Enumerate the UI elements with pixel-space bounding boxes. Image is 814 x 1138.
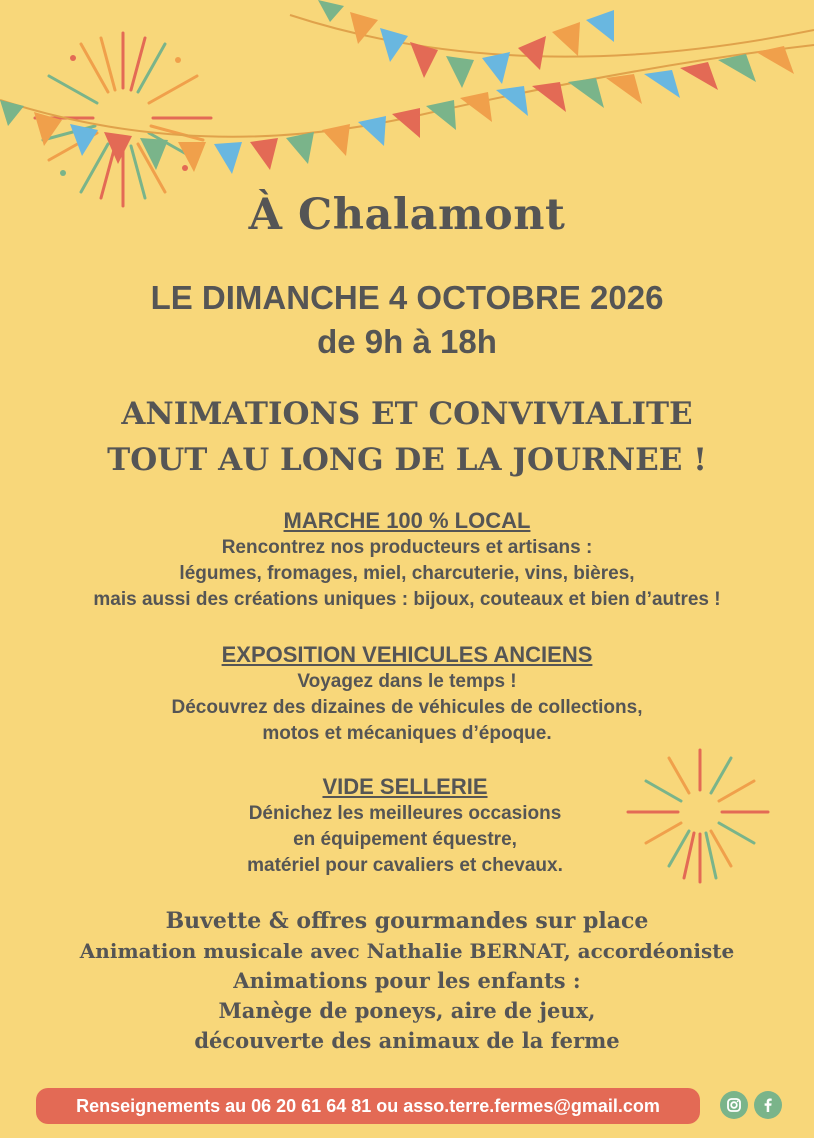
section-line: matériel pour cavaliers et chevaux. (247, 855, 563, 876)
event-hours: de 9h à 18h (317, 323, 497, 360)
extras-line: Animation musicale avec Nathalie BERNAT, accordéoniste (79, 939, 735, 963)
section-line: Dénichez les meilleures occasions (248, 803, 562, 824)
extras-line: Buvette & offres gourmandes sur place (165, 908, 649, 934)
section-local-market (0, 507, 814, 613)
section-title: MARCHE 100 % LOCAL (283, 508, 531, 533)
firework-top-left-icon (35, 33, 211, 206)
section-line: en équipement équestre, (293, 829, 517, 850)
section-line: motos et mécaniques d’époque. (262, 723, 552, 744)
section-saddlery-sale (190, 773, 620, 879)
contact-info-banner: Renseignements au 06 20 61 64 81 ou asso.terre.fermes@gmail.com (36, 1088, 700, 1124)
section-line: Découvrez des dizaines de véhicules de collections, (171, 697, 643, 718)
section-title: VIDE SELLERIE (322, 774, 488, 799)
section-vintage-vehicles (0, 641, 814, 747)
location-title: À Chalamont (248, 190, 566, 240)
headline-line-1: ANIMATIONS ET CONVIVIALITE (121, 396, 693, 432)
section-line: légumes, fromages, miel, charcuterie, vins, bières, (179, 563, 635, 584)
event-date: LE DIMANCHE 4 OCTOBRE 2026 (150, 279, 664, 316)
extras-line: Manège de poneys, aire de jeux, (218, 998, 596, 1023)
headline-line-2: TOUT AU LONG DE LA JOURNEE ! (107, 442, 707, 478)
extras-line: Animations pour les enfants : (233, 968, 581, 993)
instagram-icon[interactable] (720, 1091, 748, 1119)
section-line: Voyagez dans le temps ! (297, 671, 517, 692)
section-line: Rencontrez nos producteurs et artisans : (221, 537, 593, 558)
firework-right-icon (628, 750, 768, 882)
extras-block (0, 906, 814, 1056)
extras-line: découverte des animaux de la ferme (194, 1028, 620, 1053)
facebook-icon[interactable] (754, 1091, 782, 1119)
section-line: mais aussi des créations uniques : bijoux, couteaux et bien d’autres ! (93, 589, 721, 610)
section-title: EXPOSITION VEHICULES ANCIENS (221, 642, 593, 667)
